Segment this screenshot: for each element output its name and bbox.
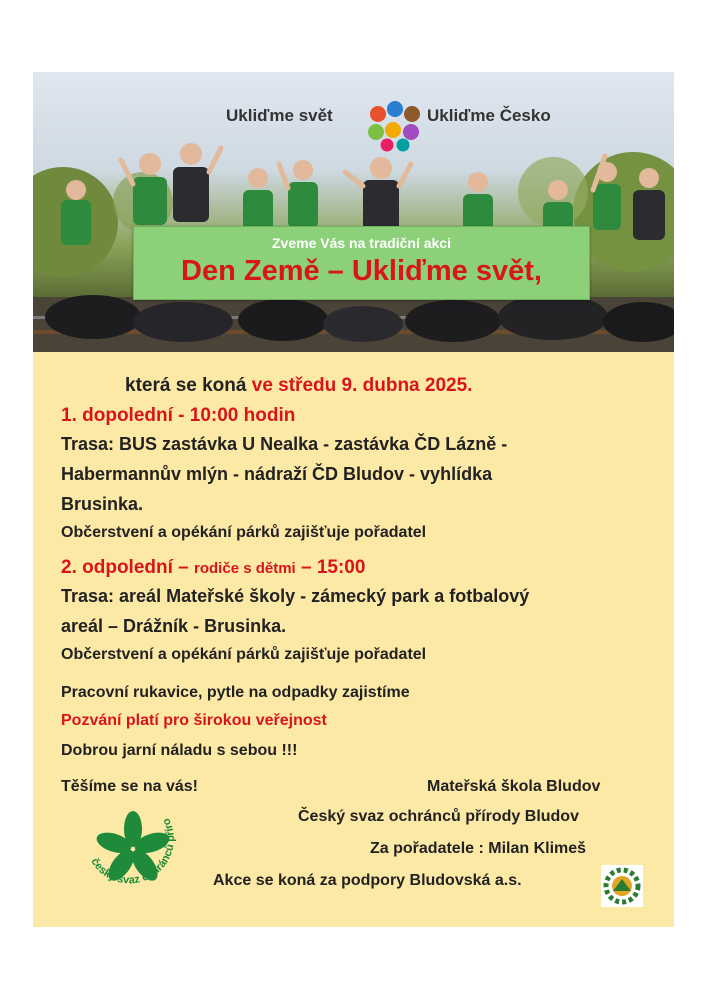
see-you-text: Těšíme se na vás! — [61, 778, 198, 795]
banner-title: Den Země – Ukliďme svět, — [181, 255, 542, 287]
event-date-line — [125, 375, 472, 397]
organization-2: Český svaz ochránců přírody Bludov — [298, 808, 579, 825]
support-text: Akce se koná za podpory Bludovská a.s. — [213, 872, 522, 889]
part2-heading-c: – 15:00 — [295, 557, 366, 578]
part1-route-line1: Trasa: BUS zastávka U Nealka - zastávka ČD Lázně - — [61, 434, 508, 454]
header-photo — [33, 72, 674, 352]
organizer-name: Za pořadatele : Milan Klimeš — [370, 840, 587, 857]
part2-route-line2: areál – Drážník - Brusinka. — [61, 616, 287, 636]
csop-logo-text: český svaz ochránců příro — [88, 816, 177, 887]
logo-right-text: Ukliďme Česko — [427, 106, 551, 125]
part2-heading — [61, 557, 365, 579]
part1-route-line3: Brusinka. — [61, 494, 144, 514]
part1-heading: 1. dopolední - 10:00 hodin — [61, 405, 296, 426]
part2-heading-a: 2. odpolední – — [61, 557, 195, 578]
organization-1: Mateřská škola Bludov — [427, 778, 601, 795]
part2-heading-b: rodiče s dětmi — [194, 560, 296, 577]
campaign-logo-row — [33, 100, 674, 140]
logo-left-text: Ukliďme svět — [226, 106, 333, 125]
date-prefix: která se koná — [125, 375, 252, 396]
gloves-note: Pracovní rukavice, pytle na odpadky zajistíme — [61, 684, 410, 701]
invitation-note: Pozvání platí pro širokou veřejnost — [61, 712, 327, 729]
mood-note: Dobrou jarní náladu s sebou !!! — [61, 742, 298, 759]
part1-refreshment: Občerstvení a opékání párků zajišťuje pořadatel — [61, 524, 427, 541]
green-flower-logo-icon — [73, 799, 193, 914]
banner-subtitle: Zveme Vás na tradiční akci — [272, 235, 451, 251]
part2-refreshment: Občerstvení a opékání párků zajišťuje pořadatel — [61, 646, 427, 663]
part1-route-line2: Habermannův mlýn - nádraží ČD Bludov - vyhlídka — [61, 464, 493, 484]
bludovska-gear-logo-icon — [601, 865, 643, 912]
part2-route-line1: Trasa: areál Mateřské školy - zámecký park a fotbalový — [61, 586, 530, 606]
invitation-banner — [133, 226, 590, 300]
poster — [33, 72, 674, 927]
event-date: ve středu 9. dubna 2025. — [251, 375, 473, 396]
